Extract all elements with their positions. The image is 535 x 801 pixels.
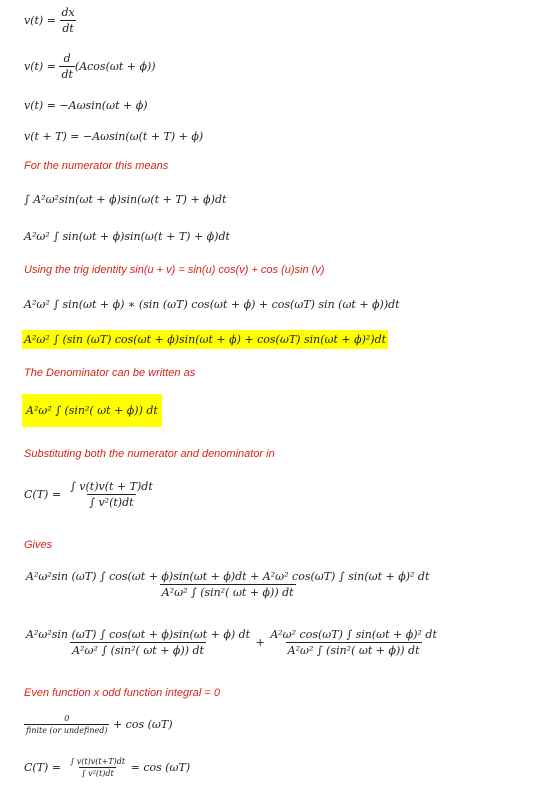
eq12b-numerator: A²ω² cos(ωT) ∫ sin(ωt + ϕ)² dt <box>270 628 437 641</box>
eq14-fraction <box>68 757 127 778</box>
eq13-denominator: finite (or undefined) <box>26 726 108 735</box>
eq11-fraction <box>24 570 431 599</box>
eq1-numerator: dx <box>61 6 75 19</box>
note-numerator: For the numerator this means <box>24 160 169 172</box>
eq13-rhs: + cos (ωT) <box>112 718 173 731</box>
equation-split-fractions <box>24 628 439 657</box>
eq10-lhs: C(T) = <box>24 488 62 501</box>
note-even-odd: Even function x odd function integral = 0 <box>24 687 220 699</box>
eq12a-denominator: A²ω² ∫ (sin²( ωt + ϕ)) dt <box>72 644 204 657</box>
equation-substituted-fraction <box>24 570 431 599</box>
note-denominator: The Denominator can be written as <box>24 367 196 379</box>
eq2-rhs: (Acos(ωt + ϕ)) <box>74 60 156 73</box>
eq14-lhs: C(T) = <box>24 761 62 774</box>
eq14-numerator: ∫ v(t)v(t+T)dt <box>70 757 126 766</box>
eq11-denominator: A²ω² ∫ (sin²( ωt + ϕ)) dt <box>161 586 294 599</box>
eq1-denominator: dt <box>62 22 74 35</box>
eq1-fraction <box>59 6 76 35</box>
eq12-plus: + <box>255 636 265 649</box>
eq13-fraction <box>24 714 109 735</box>
equation-numerator-highlighted: A²ω² ∫ (sin (ωT) cos(ωt + ϕ)sin(ωt + ϕ) + cos(ωT) sin(ωt + ϕ)²)dt <box>22 330 388 349</box>
note-substituting: Substituting both the numerator and denominator in <box>24 448 275 460</box>
eq2-numerator: d <box>63 52 71 65</box>
equation-simplified <box>24 714 173 735</box>
equation-numerator-expanded: A²ω² ∫ sin(ωt + ϕ) ∗ (sin (ωT) cos(ωt + ϕ) + cos(ωT) sin (ωt + ϕ))dt <box>24 298 400 311</box>
eq13-numerator: 0 <box>64 714 70 723</box>
equation-velocity-shifted: v(t + T) = −Aωsin(ω(t + T) + ϕ) <box>24 130 204 143</box>
equation-velocity-derivative <box>24 52 156 81</box>
note-trig-identity: Using the trig identity sin(u + v) = sin(u) cos(v) + cos (u)sin (v) <box>24 264 325 276</box>
eq11-numerator: A²ω²sin (ωT) ∫ cos(ωt + ϕ)sin(ωt + ϕ)dt + A²ω² cos(ωT) ∫ sin(ωt + ϕ)² dt <box>26 570 430 583</box>
equation-velocity-result: v(t) = −Aωsin(ωt + ϕ) <box>24 99 148 112</box>
eq2-lhs: v(t) = <box>24 60 56 73</box>
eq10-numerator: ∫ v(t)v(t + T)dt <box>70 480 153 493</box>
equation-denominator-highlighted: A²ω² ∫ (sin²( ωt + ϕ)) dt <box>22 394 162 427</box>
equation-correlation-definition <box>24 480 155 509</box>
eq10-fraction <box>68 480 155 509</box>
eq2-fraction <box>59 52 74 81</box>
eq12b-fraction <box>268 628 439 657</box>
equation-numerator-integral: ∫ A²ω²sin(ωt + ϕ)sin(ω(t + T) + ϕ)dt <box>24 193 227 206</box>
equation-velocity-definition <box>24 6 77 35</box>
note-gives: Gives <box>24 539 53 551</box>
equation-final-result <box>24 757 190 778</box>
eq2-denominator: dt <box>61 68 73 81</box>
eq1-lhs: v(t) = <box>24 14 56 27</box>
eq12a-numerator: A²ω²sin (ωT) ∫ cos(ωt + ϕ)sin(ωt + ϕ) dt <box>26 628 251 641</box>
eq12b-denominator: A²ω² ∫ (sin²( ωt + ϕ)) dt <box>287 644 420 657</box>
equation-numerator-factored: A²ω² ∫ sin(ωt + ϕ)sin(ω(t + T) + ϕ)dt <box>24 230 230 243</box>
eq12a-fraction <box>24 628 252 657</box>
eq10-denominator: ∫ v²(t)dt <box>89 496 134 509</box>
eq14-rhs: = cos (ωT) <box>130 761 191 774</box>
eq14-denominator: ∫ v²(t)dt <box>81 769 114 778</box>
